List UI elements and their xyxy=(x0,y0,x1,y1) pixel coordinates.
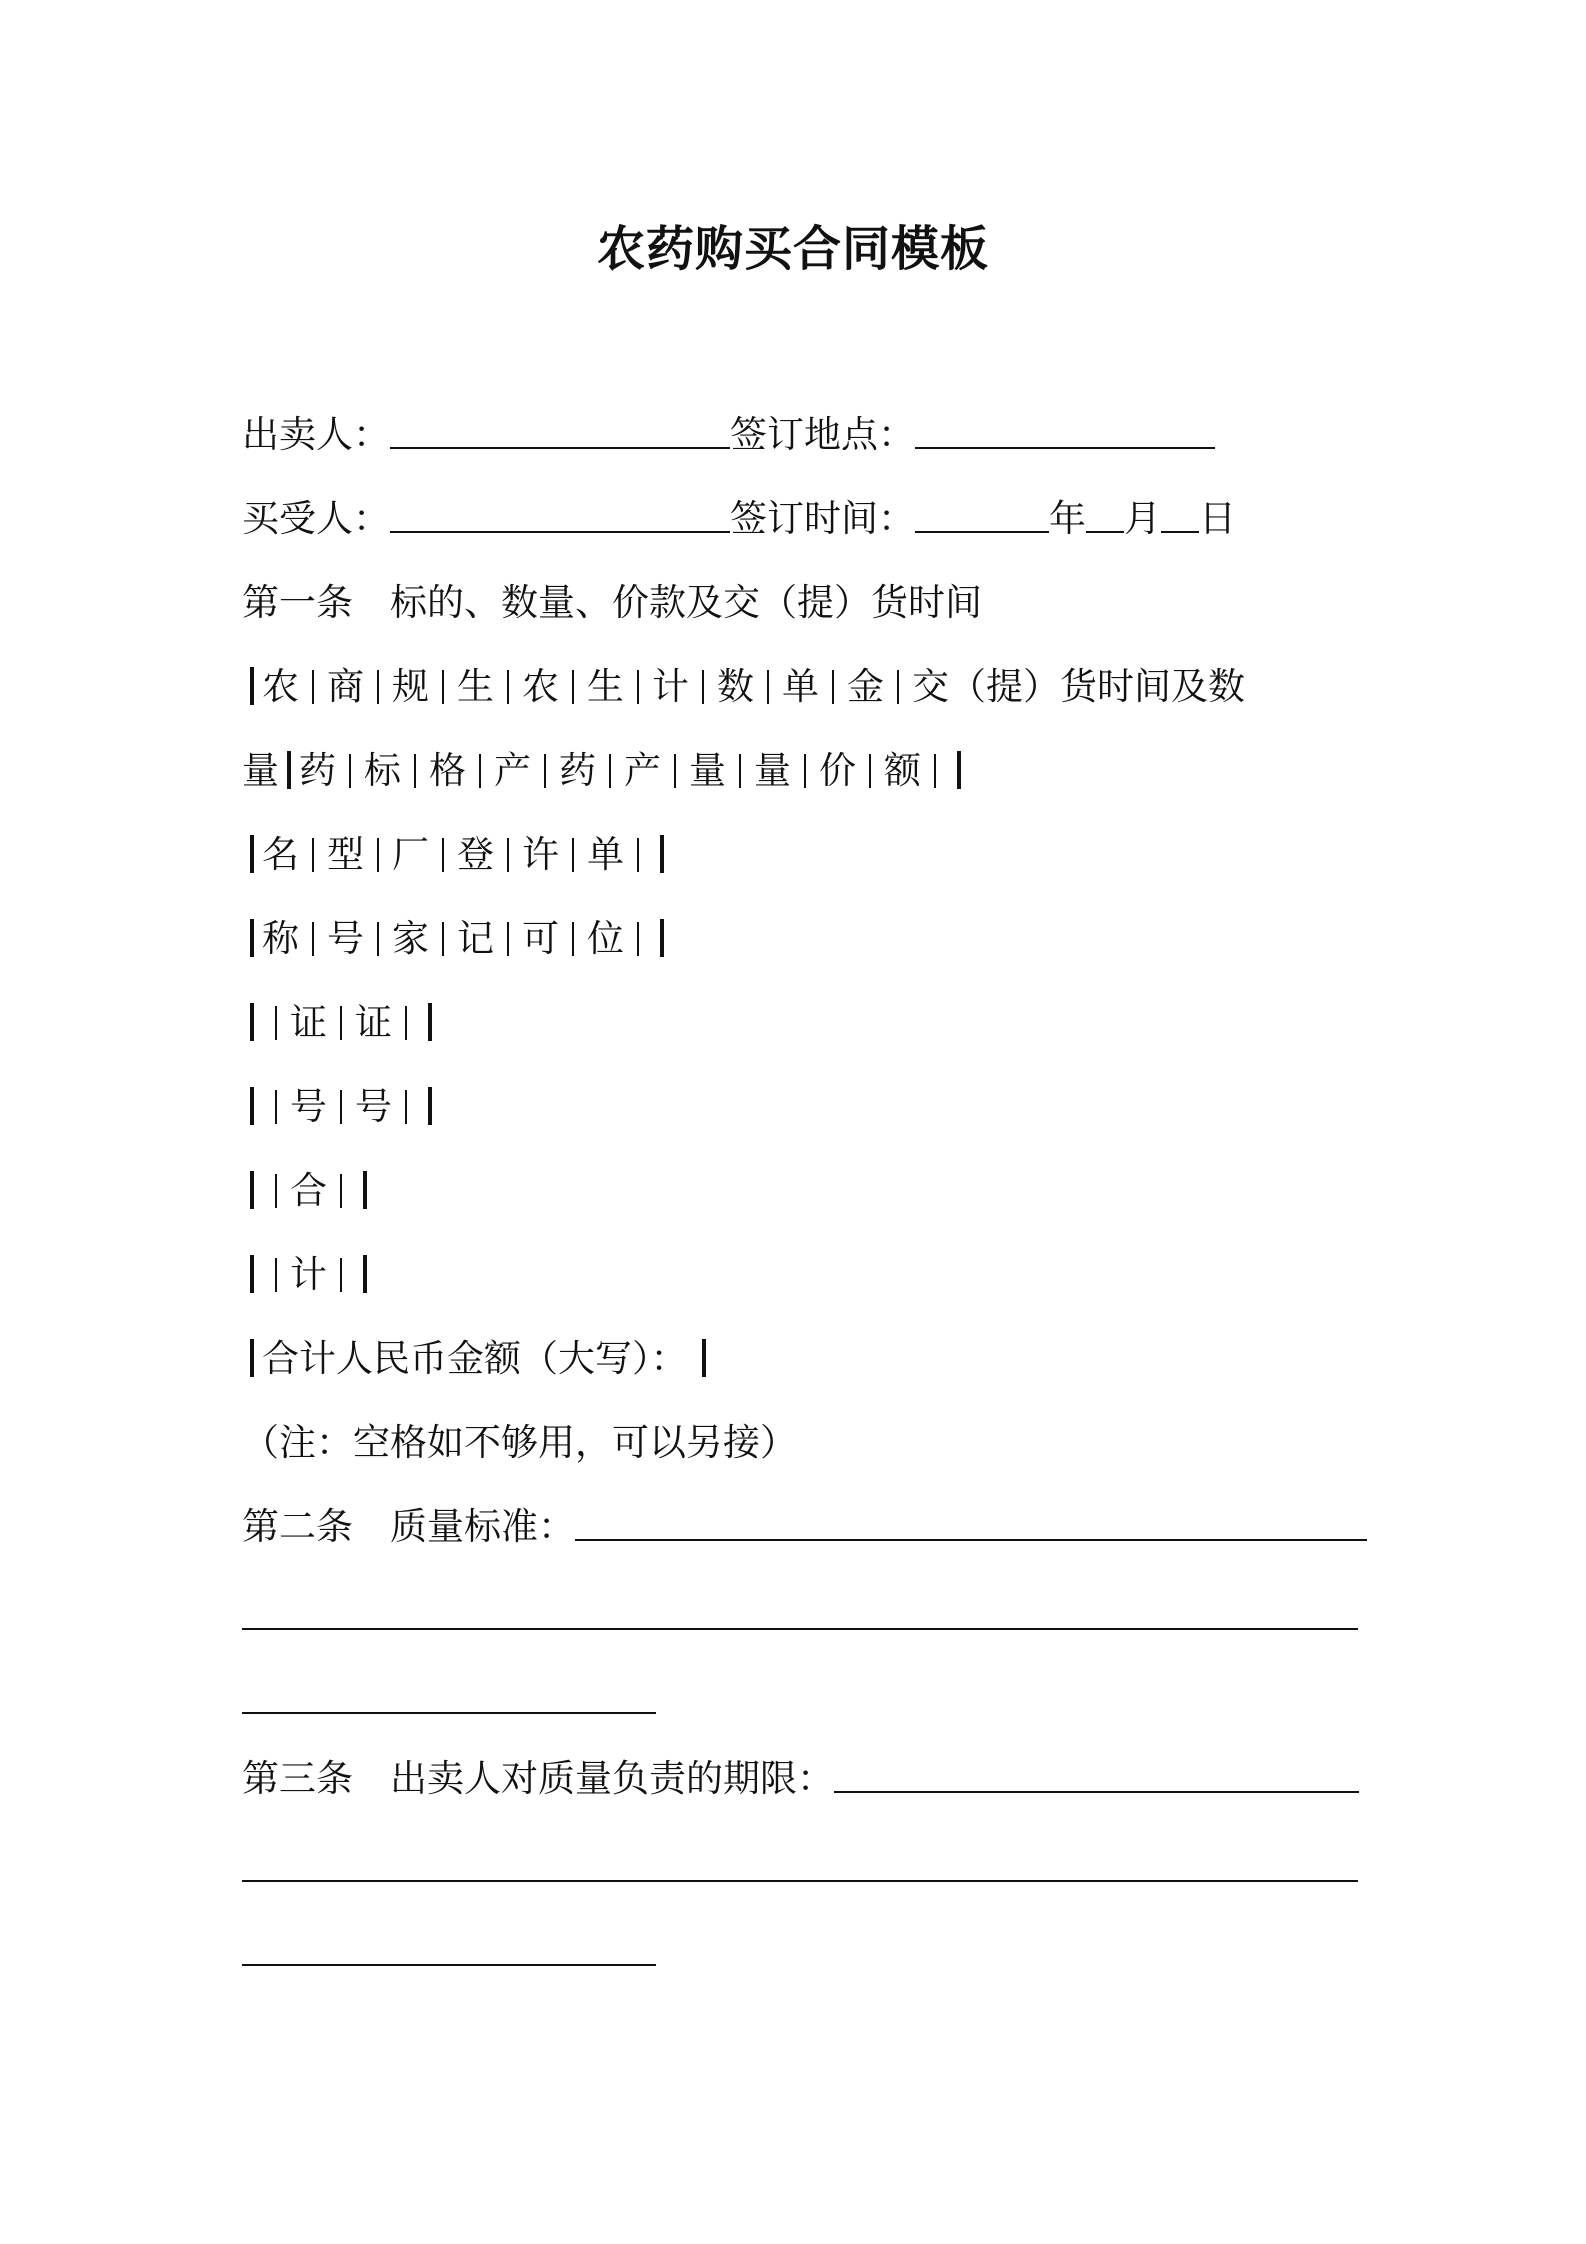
seller-label: 出卖人： xyxy=(242,413,390,456)
cell-divider xyxy=(312,922,314,956)
buyer-blank[interactable] xyxy=(390,499,730,533)
table-row xyxy=(242,660,1245,714)
cell-divider xyxy=(340,1090,342,1124)
cell-divider xyxy=(377,670,379,704)
cell-divider xyxy=(702,670,704,704)
table-cell: 量 xyxy=(242,749,279,792)
table-cell: 证 xyxy=(290,1001,327,1044)
cell-divider xyxy=(637,838,639,872)
article-2-heading: 第二条 质量标准： xyxy=(242,1505,575,1548)
sign-place-blank[interactable] xyxy=(915,415,1215,449)
table-border xyxy=(250,1087,254,1125)
total-amount-label: 合计人民币金额（大写）： xyxy=(262,1337,688,1380)
quality-period-blank-line-3[interactable] xyxy=(242,1964,656,1966)
table-row xyxy=(242,1164,375,1218)
cell-divider xyxy=(479,754,481,788)
table-cell: 生 xyxy=(587,665,624,708)
table-cell: 单 xyxy=(587,833,624,876)
sign-place-label: 签订地点： xyxy=(730,413,915,456)
table-cell: 商 xyxy=(327,665,364,708)
table-border xyxy=(250,835,254,873)
day-blank[interactable] xyxy=(1161,499,1199,533)
cell-divider xyxy=(275,1090,277,1124)
cell-divider xyxy=(804,754,806,788)
cell-divider xyxy=(572,838,574,872)
cell-divider xyxy=(507,670,509,704)
table-cell: 药 xyxy=(299,749,336,792)
cell-divider xyxy=(377,922,379,956)
table-cell: 证 xyxy=(355,1001,392,1044)
month-blank[interactable] xyxy=(1086,499,1124,533)
cell-divider xyxy=(349,754,351,788)
cell-divider xyxy=(544,754,546,788)
cell-divider xyxy=(442,922,444,956)
quality-standard-blank[interactable] xyxy=(575,1507,1367,1541)
table-cell: 产 xyxy=(494,749,531,792)
year-label: 年 xyxy=(1049,497,1086,540)
table-cell: 量 xyxy=(754,749,791,792)
table-cell: 厂 xyxy=(392,833,429,876)
buyer-label: 买受人： xyxy=(242,497,390,540)
cell-divider xyxy=(637,670,639,704)
month-label: 月 xyxy=(1124,497,1161,540)
cell-divider xyxy=(572,922,574,956)
cell-divider xyxy=(340,1258,342,1292)
cell-divider xyxy=(275,1006,277,1040)
table-cell: 型 xyxy=(327,833,364,876)
table-border xyxy=(428,1087,432,1125)
table-cell: 家 xyxy=(392,917,429,960)
table-cell: 可 xyxy=(522,917,559,960)
table-border xyxy=(250,667,254,705)
total-amount-row xyxy=(242,1332,714,1386)
table-cell: 称 xyxy=(262,917,299,960)
year-blank[interactable] xyxy=(915,499,1049,533)
table-cell: 额 xyxy=(884,749,921,792)
cell-divider xyxy=(767,670,769,704)
cell-divider xyxy=(637,922,639,956)
cell-divider xyxy=(609,754,611,788)
cell-divider xyxy=(442,838,444,872)
sign-time-label: 签订时间： xyxy=(730,497,915,540)
article-1-heading: 第一条 标的、数量、价款及交（提）货时间 xyxy=(242,581,982,624)
table-border xyxy=(363,1255,367,1293)
table-cell: 记 xyxy=(457,917,494,960)
table-border xyxy=(287,751,291,789)
table-row xyxy=(242,912,672,966)
table-cell: 计 xyxy=(290,1253,327,1296)
quality-period-blank[interactable] xyxy=(834,1759,1359,1793)
table-cell: 量 xyxy=(689,749,726,792)
cell-divider xyxy=(414,754,416,788)
table-row xyxy=(242,1248,375,1302)
table-cell: 格 xyxy=(429,749,466,792)
quality-standard-blank-line-2[interactable] xyxy=(242,1628,1358,1630)
buyer-line xyxy=(242,492,1236,546)
cell-divider xyxy=(405,1090,407,1124)
cell-divider xyxy=(442,670,444,704)
table-cell: 交（提）货时间及数 xyxy=(912,665,1245,708)
table-border xyxy=(660,919,664,957)
article-3-line xyxy=(242,1752,1359,1806)
cell-divider xyxy=(312,838,314,872)
cell-divider xyxy=(405,1006,407,1040)
quality-standard-blank-line-3[interactable] xyxy=(242,1712,656,1714)
cell-divider xyxy=(507,838,509,872)
table-cell: 农 xyxy=(262,665,299,708)
cell-divider xyxy=(739,754,741,788)
cell-divider xyxy=(674,754,676,788)
table-border xyxy=(250,1003,254,1041)
document-title: 农药购买合同模板 xyxy=(596,221,989,277)
table-border xyxy=(250,1339,254,1377)
table-row xyxy=(242,996,440,1050)
table-cell: 产 xyxy=(624,749,661,792)
table-cell: 标 xyxy=(364,749,401,792)
table-cell: 生 xyxy=(457,665,494,708)
table-border xyxy=(428,1003,432,1041)
table-note: （注：空格如不够用，可以另接） xyxy=(242,1421,797,1464)
article-3-heading: 第三条 出卖人对质量负责的期限： xyxy=(242,1757,834,1800)
table-cell: 号 xyxy=(290,1085,327,1128)
table-cell: 农 xyxy=(522,665,559,708)
seller-line xyxy=(242,408,1215,462)
table-row xyxy=(242,1080,440,1134)
table-cell: 许 xyxy=(522,833,559,876)
table-cell: 号 xyxy=(327,917,364,960)
cell-divider xyxy=(869,754,871,788)
table-border xyxy=(250,1171,254,1209)
seller-blank[interactable] xyxy=(390,415,730,449)
table-cell: 药 xyxy=(559,749,596,792)
table-border xyxy=(250,919,254,957)
table-cell: 金 xyxy=(847,665,884,708)
table-row xyxy=(242,744,969,798)
cell-divider xyxy=(340,1006,342,1040)
cell-divider xyxy=(377,838,379,872)
table-cell: 合 xyxy=(290,1169,327,1212)
table-cell: 规 xyxy=(392,665,429,708)
table-border xyxy=(250,1255,254,1293)
cell-divider xyxy=(312,670,314,704)
cell-divider xyxy=(275,1174,277,1208)
table-border xyxy=(702,1339,706,1377)
table-cell: 号 xyxy=(355,1085,392,1128)
table-row xyxy=(242,828,672,882)
table-cell: 数 xyxy=(717,665,754,708)
table-border xyxy=(957,751,961,789)
cell-divider xyxy=(832,670,834,704)
table-cell: 登 xyxy=(457,833,494,876)
day-label: 日 xyxy=(1199,497,1236,540)
table-cell: 位 xyxy=(587,917,624,960)
cell-divider xyxy=(275,1258,277,1292)
table-cell: 计 xyxy=(652,665,689,708)
cell-divider xyxy=(340,1174,342,1208)
table-border xyxy=(363,1171,367,1209)
cell-divider xyxy=(507,922,509,956)
table-cell: 名 xyxy=(262,833,299,876)
cell-divider xyxy=(572,670,574,704)
quality-period-blank-line-2[interactable] xyxy=(242,1880,1358,1882)
table-border xyxy=(660,835,664,873)
cell-divider xyxy=(934,754,936,788)
table-cell: 单 xyxy=(782,665,819,708)
table-cell: 价 xyxy=(819,749,856,792)
cell-divider xyxy=(897,670,899,704)
article-2-line xyxy=(242,1500,1367,1554)
